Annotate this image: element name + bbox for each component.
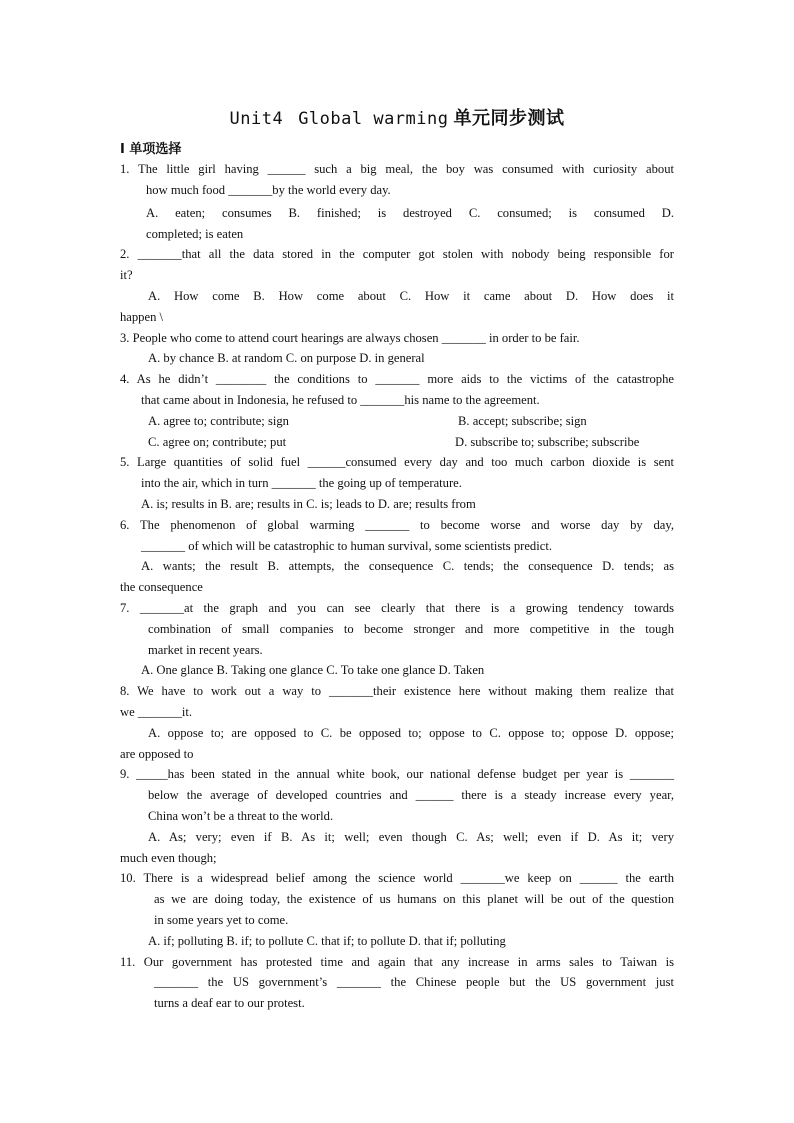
title-topic: Global warming <box>298 109 449 129</box>
q4-option-a: A. agree to; contribute; sign <box>148 414 289 428</box>
q9-line-2: below the average of developed countries and ______ there is a steady increase every year, <box>148 788 674 802</box>
q5-line-1: 5. Large quantities of solid fuel ______consumed every day and too much carbon dioxide is sent <box>120 455 674 469</box>
q6-options-1: A. wants; the result B. attempts, the consequence C. tends; the consequence D. tends; as <box>141 559 674 573</box>
q9-line-1: 9. _____has been stated in the annual white book, our national defense budget per year is _______ <box>120 767 674 781</box>
q4-line-2: that came about in Indonesia, he refused to _______his name to the agreement. <box>141 393 540 407</box>
q1-options-1: A. eaten; consumes B. finished; is destroyed C. consumed; is consumed D. <box>146 206 674 220</box>
q2-options-1: A. How come B. How come about C. How it came about D. How does it <box>148 289 674 303</box>
q2-line-1: 2. _______that all the data stored in the computer got stolen with nobody being responsible for <box>120 247 674 261</box>
q4-option-b: B. accept; subscribe; sign <box>458 414 587 428</box>
q3-line-1: 3. People who come to attend court hearings are always chosen _______ in order to be fair. <box>120 331 580 345</box>
q8-options-1: A. oppose to; are opposed to C. be opposed to; oppose to C. oppose to; oppose D. oppose; <box>148 726 674 740</box>
section-heading: I 单项选择 <box>120 142 182 157</box>
q1-line-1: 1. The little girl having ______ such a big meal, the boy was consumed with curiosity about <box>120 162 674 176</box>
q7-line-2: combination of small companies to become stronger and more competitive in the tough <box>148 622 674 636</box>
q6-options-2: the consequence <box>120 580 203 594</box>
q8-options-2: are opposed to <box>120 747 194 761</box>
q10-options: A. if; polluting B. if; to pollute C. that if; to pollute D. that if; polluting <box>148 934 506 948</box>
q2-options-2: happen \ <box>120 310 164 324</box>
q8-line-1: 8. We have to work out a way to _______their existence here without making them realize that <box>120 684 674 698</box>
q7-line-1: 7. _______at the graph and you can see clearly that there is a growing tendency towards <box>120 601 674 615</box>
q7-options: A. One glance B. Taking one glance C. To take one glance D. Taken <box>141 663 485 677</box>
q9-options-2: much even though; <box>120 851 217 865</box>
q4-option-d: D. subscribe to; subscribe; subscribe <box>455 435 640 449</box>
q9-options-1: A. As; very; even if B. As it; well; even though C. As; well; even if D. As it; very <box>148 830 674 844</box>
title-unit: Unit4 <box>229 109 284 129</box>
q7-line-3: market in recent years. <box>148 643 263 657</box>
q5-line-2: into the air, which in turn _______ the going up of temperature. <box>141 476 462 490</box>
q10-line-1: 10. There is a widespread belief among the science world _______we keep on ______ the earth <box>120 871 674 885</box>
page-title <box>0 106 794 131</box>
q11-line-2: _______ the US government’s _______ the Chinese people but the US government just <box>154 975 674 989</box>
q10-line-2: as we are doing today, the existence of us humans on this planet will be out of the question <box>154 892 674 906</box>
q4-option-c: C. agree on; contribute; put <box>148 435 287 449</box>
q4-line-1: 4. As he didn’t ________ the conditions to _______ more aids to the victims of the catastrophe <box>120 372 674 386</box>
q8-line-2: we _______it. <box>120 705 193 719</box>
q6-line-1: 6. The phenomenon of global warming _______ to become worse and worse day by day, <box>120 518 674 532</box>
q1-options-2: completed; is eaten <box>146 227 244 241</box>
q6-line-2: _______ of which will be catastrophic to human survival, some scientists predict. <box>141 539 552 553</box>
q11-line-3: turns a deaf ear to our protest. <box>154 996 305 1010</box>
q10-line-3: in some years yet to come. <box>154 913 289 927</box>
q1-line-2: how much food _______by the world every day. <box>146 183 391 197</box>
title-cn: 单元同步测试 <box>453 108 565 129</box>
q11-line-1: 11. Our government has protested time and again that any increase in arms sales to Taiwan is <box>120 955 674 969</box>
q9-line-3: China won’t be a threat to the world. <box>148 809 334 823</box>
q2-line-2: it? <box>120 268 133 282</box>
q5-options: A. is; results in B. are; results in C. is; leads to D. are; results from <box>141 497 476 511</box>
q3-options: A. by chance B. at random C. on purpose D. in general <box>148 351 425 365</box>
